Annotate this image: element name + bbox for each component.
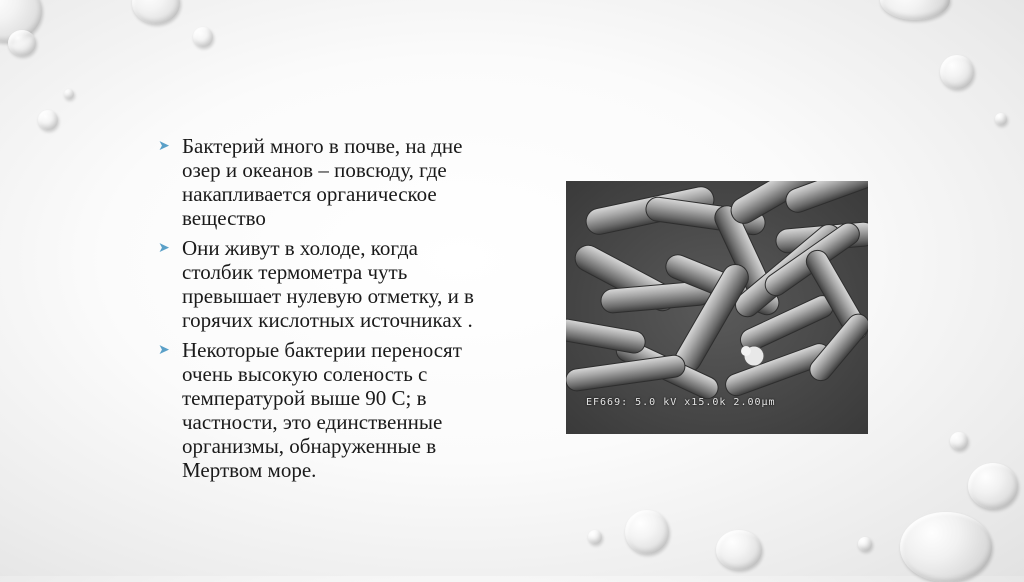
water-drop-decoration [995, 113, 1007, 125]
bullet-item [158, 134, 538, 230]
arrow-bullet-icon: ➤ [158, 241, 170, 256]
water-drop-decoration [193, 27, 213, 47]
bullet-item [158, 236, 538, 332]
water-drop-decoration [588, 530, 602, 544]
arrow-bullet-icon: ➤ [158, 139, 170, 154]
arrow-bullet-icon: ➤ [158, 343, 170, 358]
bullet-item [158, 338, 538, 482]
photo-caption: EF669: 5.0 kV x15.0k 2.00μm [586, 397, 776, 408]
bullet-text: Бактерий много в почве, на дне озер и океанов – повсюду, где накапливается органическое вещество [182, 134, 463, 230]
water-drop-decoration [625, 510, 669, 554]
water-drop-decoration [940, 55, 974, 89]
bullet-text: Они живут в холоде, когда столбик термометра чуть превышает нулевую отметку, и в горячих кислотных источниках . [182, 236, 474, 332]
bullet-text: Некоторые бактерии переносят очень высокую соленость с температурой выше 90 С; в частности, это единственные организмы, обнаруженные в Мертвом море. [182, 338, 462, 482]
water-drop-decoration [950, 432, 968, 450]
bullet-list [158, 134, 538, 488]
water-drop-decoration [716, 530, 762, 570]
water-drop-decoration [968, 463, 1018, 509]
water-drop-decoration [8, 30, 36, 56]
water-drop-decoration [64, 89, 74, 99]
water-drop-decoration [132, 0, 180, 24]
water-drop-decoration [858, 537, 872, 551]
water-drop-decoration [880, 0, 950, 20]
water-drop-decoration [900, 512, 992, 582]
water-drop-decoration [38, 110, 58, 130]
